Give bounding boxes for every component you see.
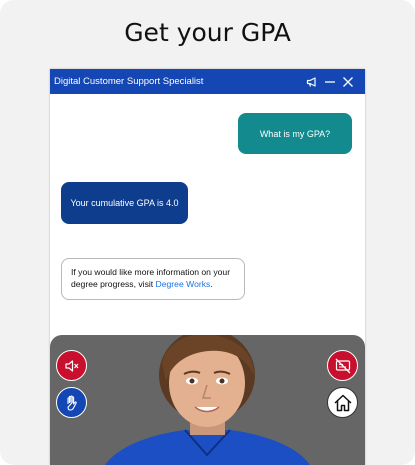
home-icon [332, 392, 354, 414]
bot-message: Your cumulative GPA is 4.0 [61, 182, 188, 224]
chat-widget [50, 69, 365, 465]
avatar-video [50, 335, 365, 465]
close-icon[interactable] [342, 75, 354, 87]
home-button[interactable] [327, 387, 358, 418]
raise-hand-button[interactable] [56, 387, 87, 418]
widget-titlebar [50, 69, 365, 94]
user-message: What is my GPA? [238, 113, 352, 154]
bot-message-period: . [210, 279, 213, 289]
minimize-icon[interactable] [324, 75, 336, 87]
avatar-image [50, 335, 365, 465]
page-headline: Get your GPA [124, 18, 291, 47]
captions-off-icon [334, 357, 352, 375]
bot-message [61, 258, 245, 300]
bot-message-text: If you would like more information on your degree progress, visit [71, 267, 231, 289]
mute-button[interactable] [56, 350, 87, 381]
megaphone-icon[interactable] [306, 75, 318, 87]
speaker-muted-icon [64, 358, 80, 374]
raised-hand-icon [63, 394, 81, 412]
captions-toggle-button[interactable] [327, 350, 358, 381]
degree-works-link[interactable]: Degree Works [155, 279, 211, 289]
widget-title: Digital Customer Support Specialist [54, 76, 204, 87]
